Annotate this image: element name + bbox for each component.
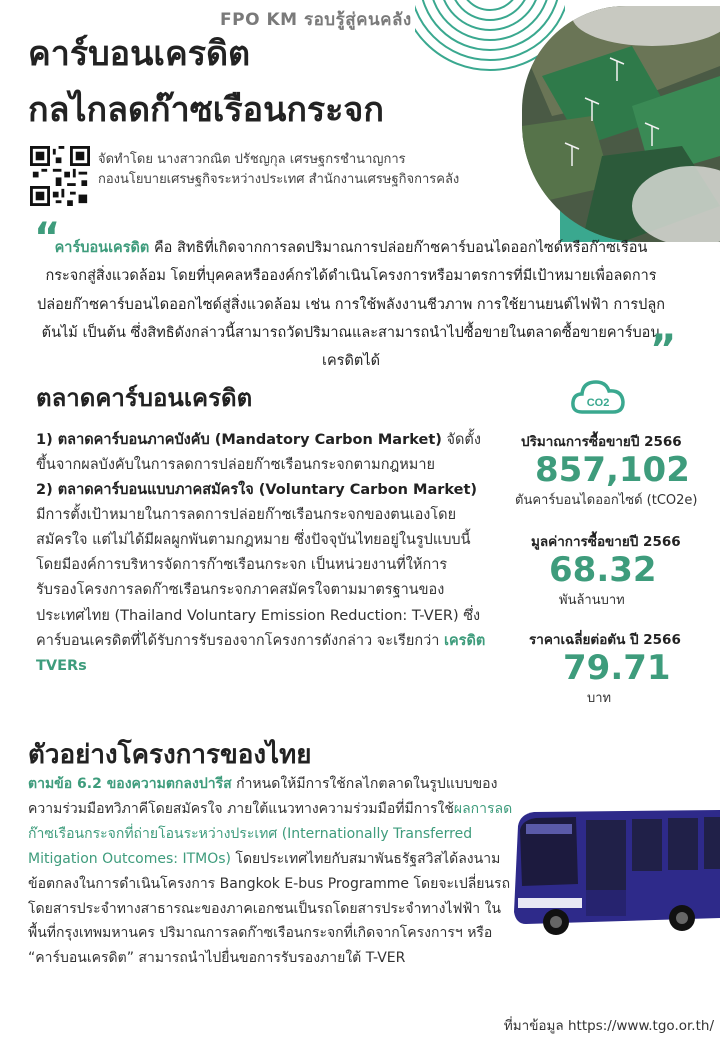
stat-price-unit: บาท [587,691,612,707]
credits-line2: กองนโยบายเศรษฐกิจระหว่างประเทศ สำนักงานเศรษฐกิจการคลัง [98,172,460,188]
market-item2-keyword: เครดิต TVERs [36,632,486,674]
intro-text: คือ สิทธิที่เกิดจากการลดปริมาณการปล่อยก๊าซคาร์บอนไดออกไซด์หรือก๊าซเรือนกระจกสู่สิ่งแวดล้อม โดยที่บุคคลหรือองค์กรได้ดำเนินโครงการหรือมาตรการที่มีเป้าหมายเพื่อลดการปล่อยก๊าซคาร์บอนไดออกไซด์สู่สิ่งแวดล้อม เช่น การใช้พลังงานชีวภาพ การใช้ยานยนต์ไฟฟ้า การปลูกต้นไม้ เป็นต้น ซึ่งสิทธิดังกล่าวนี้สามารถวัดปริมาณและสามารถนำไปซื้อขายในตลาดซื้อขายคาร์บอนเครดิตได้ [36,240,666,370]
thai-keyword1: ตามข้อ 6.2 ของความตกลงปารีส [28,776,232,792]
credits-line1: จัดทำโดย นางสาวกณิต ปรัชญกุล เศรษฐกรชำนาญการ [98,152,406,167]
header-tag: FPO KM รอบรู้สู่คนคลัง [220,10,412,30]
qr-code-icon[interactable] [30,146,90,206]
page-title-line1: คาร์บอนเครดิต [28,34,251,74]
quote-close-icon: ” [650,327,677,373]
source-note: ที่มาข้อมูล https://www.tgo.or.th/ [503,1018,714,1034]
hero-image [522,6,720,242]
co2-label: CO2 [586,397,610,409]
stat-volume-value: 857,102 [535,450,690,490]
thai-text2: โดยประเทศไทยกับสมาพันธรัฐสวิสได้ลงนามข้อตกลงในการดำเนินโครงการ Bangkok E-bus Programme โดยจะเปลี่ยนรถโดยสารประจำทางสาธารณะของภาคเอกชนเป็นรถโดยสารประจำทางไฟฟ้า ในพื้นที่กรุงเทพมหานคร ปริมาณการลดก๊าซเรือนกระจกที่เกิดจากโครงการฯ หรือ “คาร์บอนเครดิต” สามารถนำไปยื่นขอการรับรองภายใต้ T-VER [28,850,511,967]
intro-keyword: คาร์บอนเครดิต [54,240,150,256]
thai-keyword2: ผลการลดก๊าซเรือนกระจกที่ถ่ายโอนระหว่างประเทศ (Internationally Transferred Mitigation Outcomes: ITMOs) [28,800,513,867]
stat-value-label: มูลค่าการซื้อขายปี 2566 [531,534,681,550]
co2-cloud-icon [570,374,626,418]
stat-price [505,628,705,708]
market-section-title: ตลาดคาร์บอนเครดิต [36,384,253,412]
electric-bus-image [506,806,720,938]
thai-example-body [28,772,514,971]
intro-paragraph [36,234,666,375]
thai-example-title: ตัวอย่างโครงการของไทย [28,740,312,770]
stat-value-unit: พันล้านบาท [559,593,625,609]
quote-open-icon: “ [34,215,61,261]
author-credits [98,150,459,190]
stat-volume-label: ปริมาณการซื้อขายปี 2566 [521,434,682,450]
stat-value-value: 68.32 [549,550,657,590]
stat-volume [505,430,705,510]
market-body [36,428,486,679]
stat-price-label: ราคาเฉลี่ยต่อตัน ปี 2566 [529,632,681,648]
market-item2-text: มีการตั้งเป้าหมายในการลดการปล่อยก๊าซเรือนกระจกของตนเองโดยสมัครใจ แต่ไม่ได้มีผลผูกพันตามกฎหมาย ซึ่งปัจจุบันไทยอยู่ในรูปแบบนี้ โดยมีองค์การบริหารจัดการก๊าซเรือนกระจก เป็นหน่วยงานที่ให้การรับรองโครงการลดก๊าซเรือนกระจกภาคสมัครใจตามมาตรฐานของประเทศไทย (Thailand Voluntary Emission Reduction: T-VER) ซึ่งคาร์บอนเครดิตที่ได้รับการรับรองจากโครงการดังกล่าว จะเรียกว่า [36,507,481,649]
stat-price-value: 79.71 [563,648,671,688]
page-title-line2: กลไกลดก๊าซเรือนกระจก [28,90,384,130]
stat-volume-unit: ตันคาร์บอนไดออกไซด์ (tCO2e) [515,493,698,509]
market-item2-heading: 2) ตลาดคาร์บอนแบบภาคสมัครใจ (Voluntary Carbon Market) [36,482,478,499]
thai-text1: กำหนดให้มีการใช้กลไกตลาดในรูปแบบของความร่วมมือทวิภาคีโดยสมัครใจ ภายใต้แนวทางความร่วมมือที่มีการใช้ [28,776,498,817]
stat-value-block [505,530,705,610]
market-item1-heading: 1) ตลาดคาร์บอนภาคบังคับ (Mandatory Carbon Market) [36,432,442,448]
market-item1-text: จัดตั้งขึ้นจากผลบังคับในการลดการปล่อยก๊าซเรือนกระจกตามกฎหมาย [36,432,481,474]
